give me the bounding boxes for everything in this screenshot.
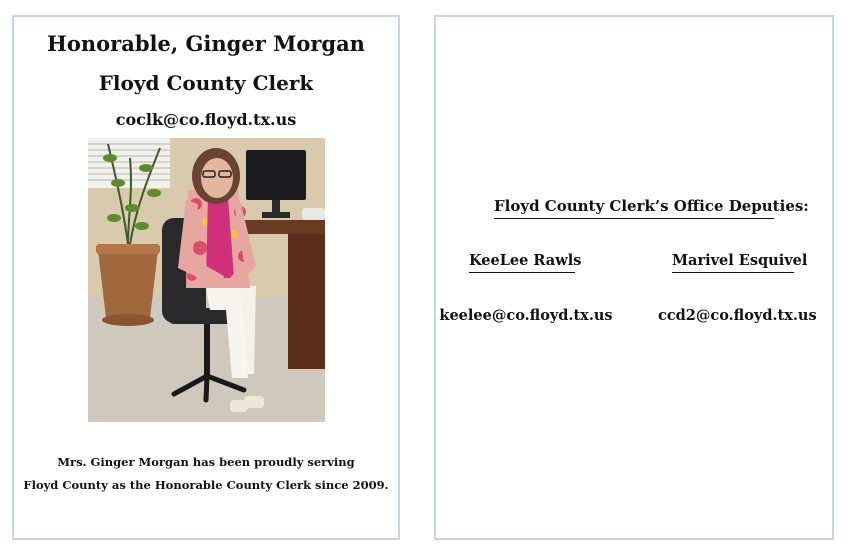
clerk-name: Honorable, Ginger Morgan	[47, 31, 365, 56]
clerk-title: Floyd County Clerk	[98, 71, 314, 95]
clerk-email[interactable]: coclk@co.floyd.tx.us	[115, 110, 297, 129]
clerk-bio-line-2: Floyd County as the Honorable County Clerk since 2009.	[23, 478, 389, 492]
deputy-email[interactable]: keelee@co.floyd.tx.us	[439, 307, 613, 324]
deputy-email[interactable]: ccd2@co.floyd.tx.us	[658, 307, 817, 324]
deputies-card	[434, 15, 834, 540]
deputy-name: Marivel Esquivel	[672, 252, 794, 273]
clerk-bio-line-1: Mrs. Ginger Morgan has been proudly serving	[57, 455, 355, 469]
deputies-heading: Floyd County Clerk’s Office Deputies:	[494, 197, 774, 219]
clerk-portrait-image	[88, 138, 325, 422]
deputy-name: KeeLee Rawls	[469, 252, 575, 273]
clerk-photo	[88, 138, 325, 422]
clerk-card	[12, 15, 400, 540]
